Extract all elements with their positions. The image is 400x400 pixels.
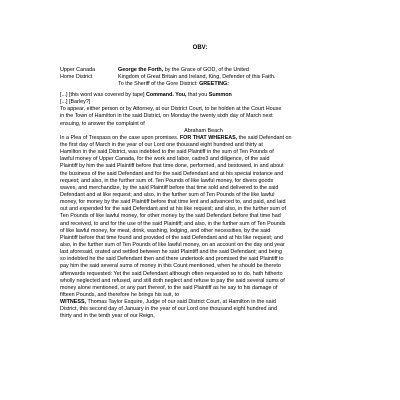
body-line: last aforesaid, orated and settled between he said Plaintiff and the said Defendant; and being (60, 249, 282, 256)
body-text: the said Defendant on (237, 134, 292, 141)
body-line: of like lawful money, for meat, drink, washing, lodging, and other necessities, by the said (60, 227, 271, 234)
plaintiff-name: Abraham Beach (184, 127, 223, 134)
sheriff-line (118, 81, 229, 88)
witness-word: WITNESS, (60, 299, 87, 306)
body-line: so indebted he the said Defendant then and there undertook and promised the said Plaintiff to (60, 256, 284, 263)
body-line: the first day of March in the year of our Lord one thousand eight hundred and thirty at (60, 141, 263, 148)
jurisdiction-province: Upper Canada (60, 67, 96, 73)
body-text: that you (186, 92, 209, 98)
jurisdiction-district: Home District (60, 74, 93, 81)
sovereign-line-rest: by the Grace of GOD, of the United (163, 67, 249, 73)
plea-text: In a Plea of Trespass on the case upon promises. (60, 134, 180, 141)
body-line: the business of the said Defendant and for the said Defendant and at his special instance and (60, 170, 284, 177)
body-line: Plaintiff before that time found and provided of the said Defendant and at his like request; and (60, 234, 283, 241)
header-row-2 (60, 74, 360, 81)
sheriff-address: To the Sheriff of the Gore District: (118, 81, 200, 88)
body-line: Hamilton in the said District, was indebted to the said Plaintiff in the sum of Ten Pounds of (60, 149, 274, 156)
writ-body (60, 92, 347, 321)
body-line: in the Town of Hamilton in the said District, on Monday the twenty sixth day of March next (60, 113, 273, 120)
document-heading: OBV: (192, 45, 208, 51)
body-line: [...] [Barley?] (60, 99, 91, 106)
body-line: District, this second day of January in the year of our Lord one thousand eight hundred and (60, 306, 277, 313)
body-line: afterwards requested: Yet the said Defendant although often requested so to do, hath hitherto (60, 270, 283, 277)
body-line: Ten Pounds of like lawful money, for other money by the said Defendant before that time had (60, 213, 281, 220)
body-line (60, 92, 347, 99)
body-line (60, 135, 347, 142)
body-line: pay him the said several sums of money in this Count mentioned, when he should be thereto (60, 263, 281, 270)
tape-note: [...] [this word was covered by tape] (60, 92, 146, 98)
kingdom-line: Kingdom of Great Britain and Ireland, King, Defender of this Faith. (118, 74, 276, 81)
body-line: money alone mentioned, or any part thereof, to the said Plaintiff as he say to his damage of (60, 284, 278, 291)
body-line (60, 299, 347, 306)
command-phrase: Command. You, (146, 92, 187, 98)
body-text: Thomas Taylor Esquire, Judge of our said District Court, at Hamilton in the said (86, 299, 276, 306)
writ-header (60, 67, 360, 88)
greeting: GREETING: (199, 81, 230, 88)
sovereign-line (118, 67, 249, 74)
body-line: money, for money by the said Plaintiff before that time lent and advanced to, and paid, and laid (60, 199, 286, 206)
body-line: Defendant and at like request; and also, in the further sum of Ten Pounds of the like lawful (60, 191, 275, 198)
header-row-1 (60, 67, 360, 74)
whereas-phrase: FOR THAT WHEREAS, (179, 134, 238, 141)
body-line: also, in the further sum of Ten Pounds of like lawful money, on an account on the day and year (60, 241, 285, 248)
body-line: To appear, either person or by Attorney, at our District Court, to be holden at the Court House (60, 106, 282, 113)
body-line: wholly neglected and refused, and still doth neglect and refuse to pay the said several sums of (60, 277, 285, 284)
body-line: out and expended for the said Defendant and at his like request; and also, in the further sum of (60, 206, 286, 213)
body-line: and received, to and for the use of the said Plaintiff; and also, in the further sum of Ten Pounds (60, 220, 286, 227)
header-row-3 (60, 81, 360, 88)
body-line: ensuing, to answer the complaint of (60, 120, 145, 127)
summon-word: Summon (208, 92, 232, 98)
body-line: waves, and merchandize, by the said Plaintiff before that time sold and delivered to the said (60, 184, 279, 191)
header-spacer (60, 81, 118, 88)
body-line: thirty and in the tenth year of our Reign, (60, 313, 155, 320)
body-line: Plaintiff by him the said Plaintiff before that time done, performed, and bestowed, in and about (60, 163, 284, 170)
body-line: fifteen Pounds, and therefore he brings his suit, to (60, 291, 179, 298)
body-line: request; and also, in the further sum of. Ten Pounds of like lawful money, for divers goods (60, 177, 274, 184)
king-name: George the Forth, (118, 67, 164, 73)
body-line: lawful money of Upper Canada, for the work and labor, cadre3 and diligence, of the said (60, 156, 270, 163)
